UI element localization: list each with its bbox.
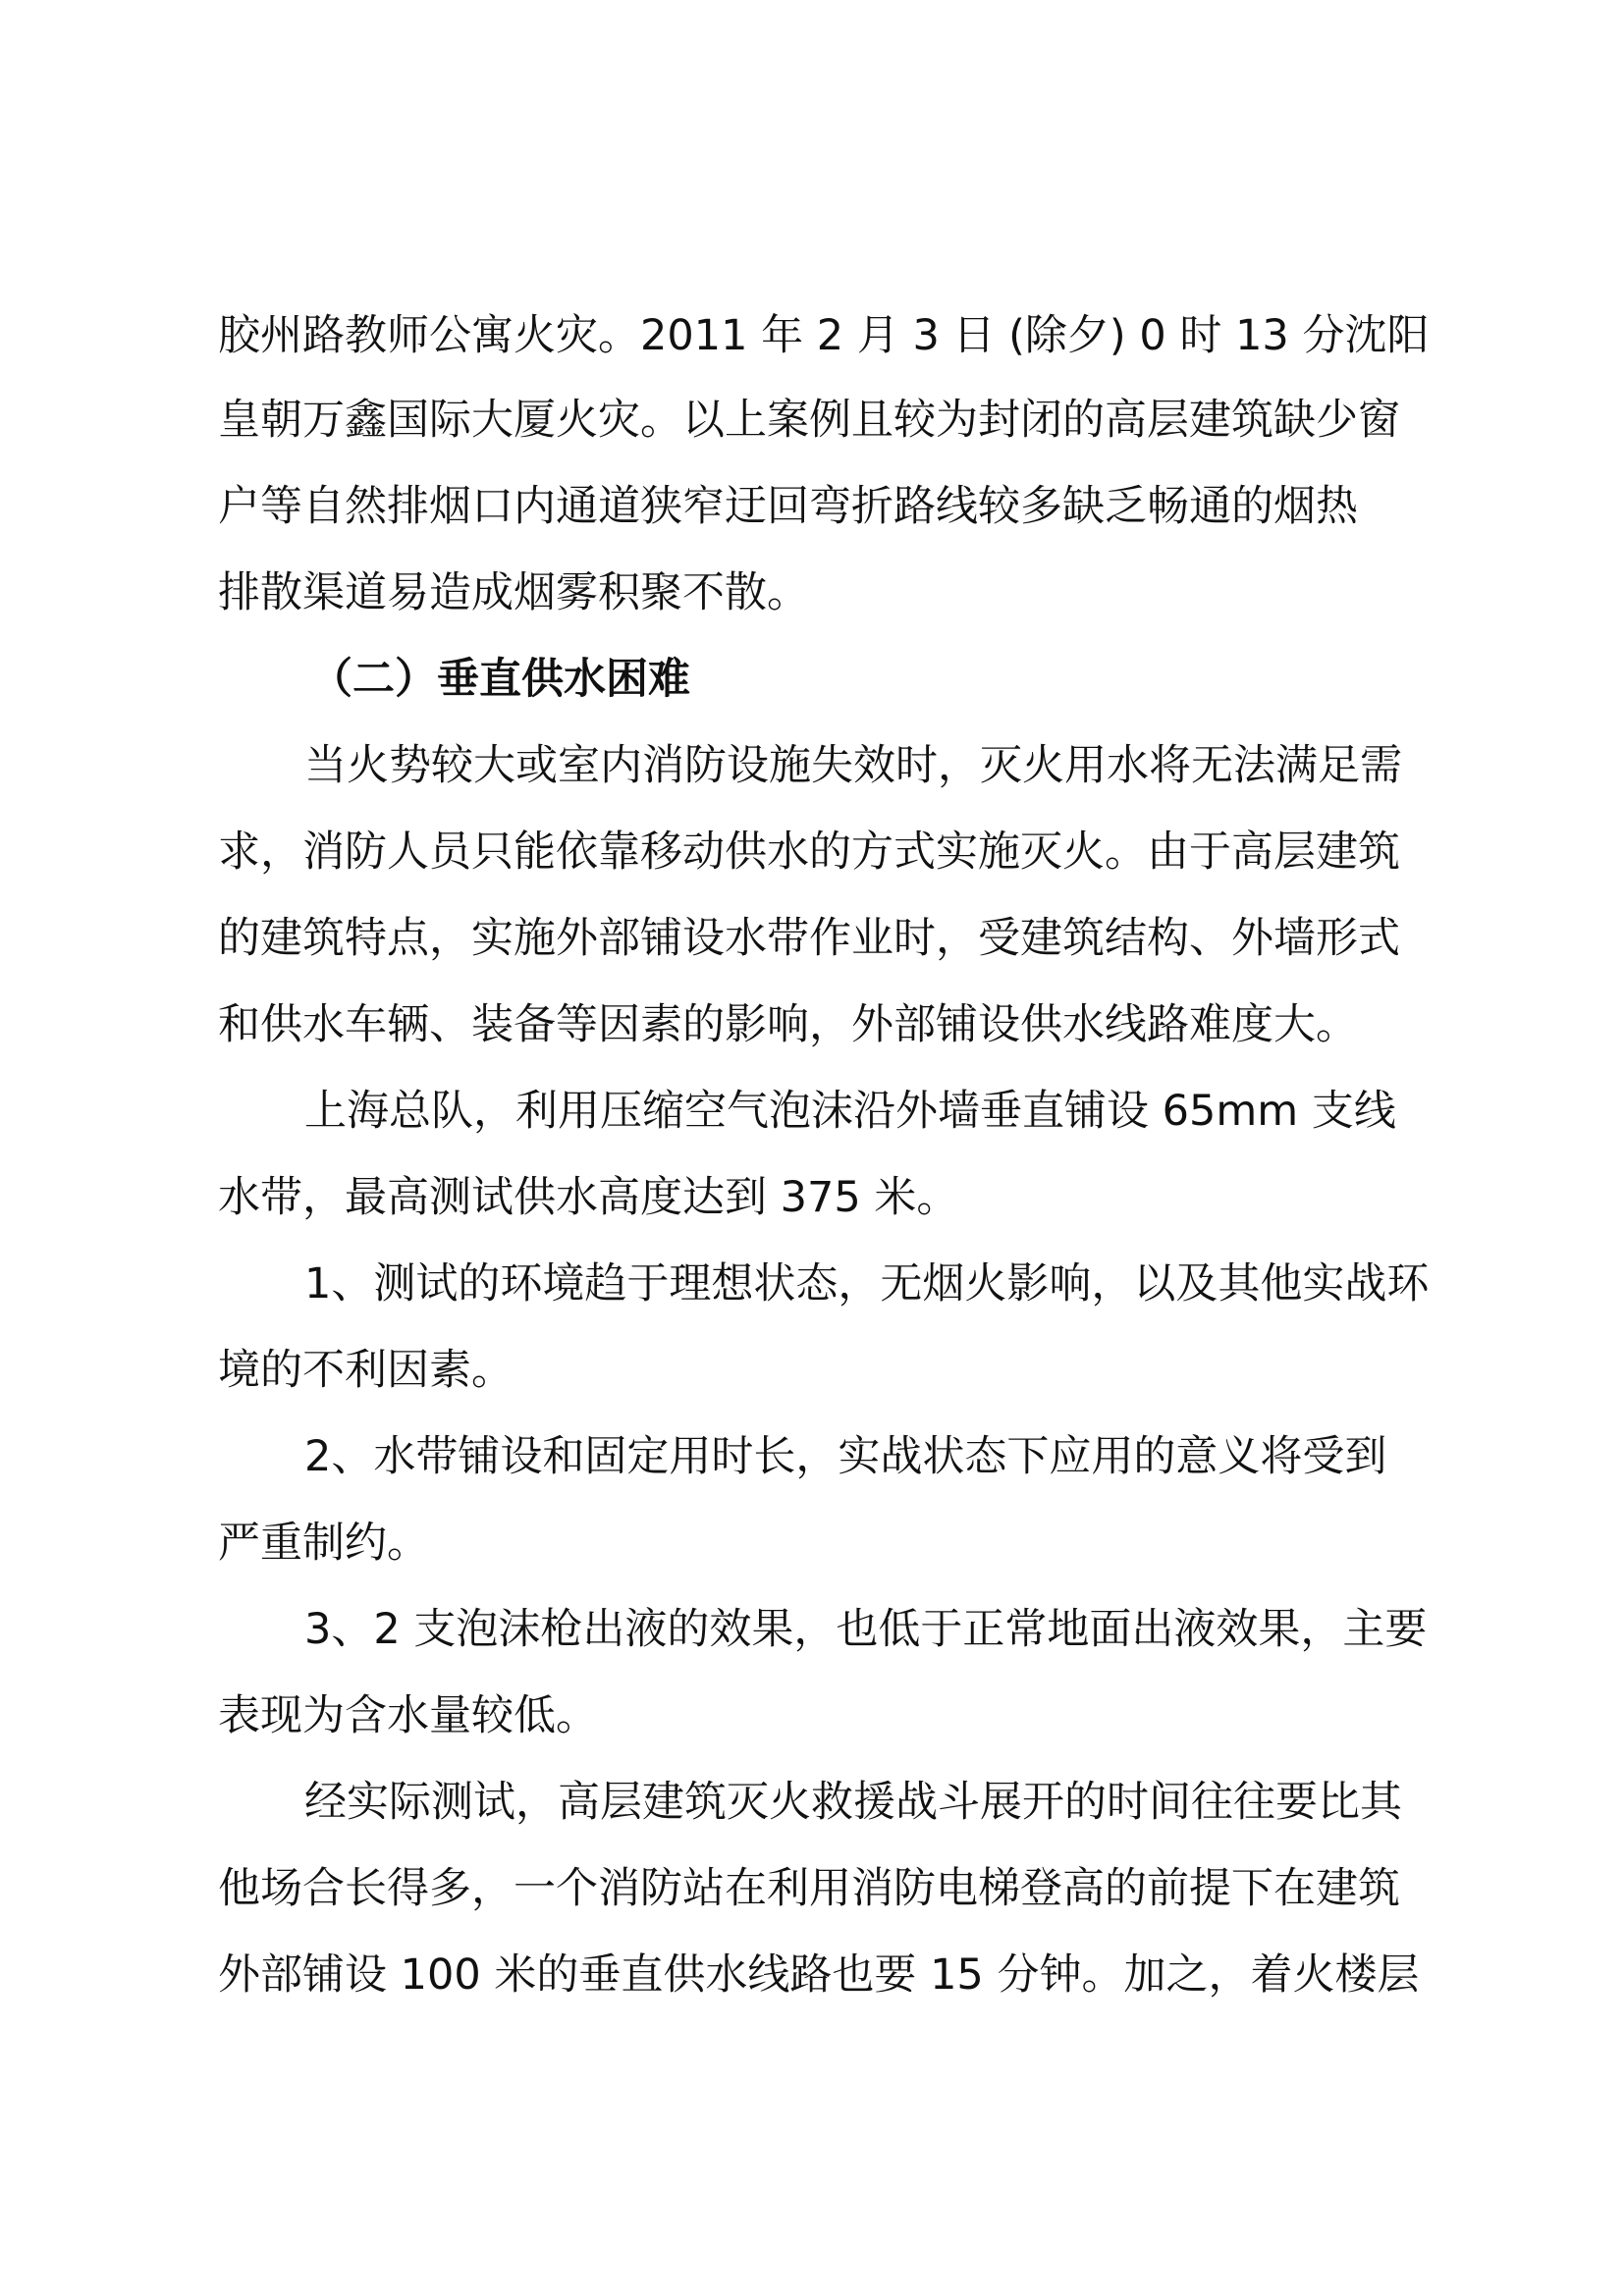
paragraph-line: 他场合长得多，一个消防站在利用消防电梯登高的前提下在建筑 <box>218 1864 1400 1913</box>
list-item-line: 3、2 支泡沫枪出液的效果，也低于正常地面出液效果，主要 <box>304 1605 1428 1654</box>
paragraph-line: 当火势较大或室内消防设施失效时，灭火用水将无法满足需 <box>304 741 1402 790</box>
paragraph-line: 胶州路教师公寓火灾。2011 年 2 月 3 日 (除夕) 0 时 13 分沈阳 <box>218 311 1430 360</box>
list-item-line: 表现为含水量较低。 <box>218 1691 598 1740</box>
list-item-line: 2、水带铺设和固定用时长，实战状态下应用的意义将受到 <box>304 1432 1387 1481</box>
list-item-line: 1、测试的环境趋于理想状态，无烟火影响，以及其他实战环 <box>304 1259 1430 1308</box>
list-item-line: 严重制约。 <box>218 1519 429 1568</box>
paragraph-line: 排散渠道易造成烟雾积聚不散。 <box>218 568 809 617</box>
paragraph-line: 求，消防人员只能依靠移动供水的方式实施灭火。由于高层建筑 <box>218 828 1400 877</box>
paragraph-line: 水带，最高测试供水高度达到 375 米。 <box>218 1173 959 1222</box>
paragraph-line: 户等自然排烟口内通道狭窄迂回弯折路线较多缺乏畅通的烟热 <box>218 482 1358 531</box>
paragraph-line: 外部铺设 100 米的垂直供水线路也要 15 分钟。加之，着火楼层 <box>218 1950 1420 2000</box>
paragraph-line: 皇朝万鑫国际大厦火灾。以上案例且较为封闭的高层建筑缺少窗 <box>218 396 1400 445</box>
paragraph-line: 的建筑特点，实施外部铺设水带作业时，受建筑结构、外墙形式 <box>218 914 1400 963</box>
section-heading: （二）垂直供水困难 <box>310 655 690 704</box>
paragraph-line: 和供水车辆、装备等因素的影响，外部铺设供水线路难度大。 <box>218 1000 1358 1049</box>
paragraph-line: 上海总队，利用压缩空气泡沫沿外墙垂直铺设 65mm 支线 <box>304 1087 1396 1136</box>
list-item-line: 境的不利因素。 <box>218 1346 514 1395</box>
paragraph-line: 经实际测试，高层建筑灭火救援战斗展开的时间往往要比其 <box>304 1778 1402 1827</box>
